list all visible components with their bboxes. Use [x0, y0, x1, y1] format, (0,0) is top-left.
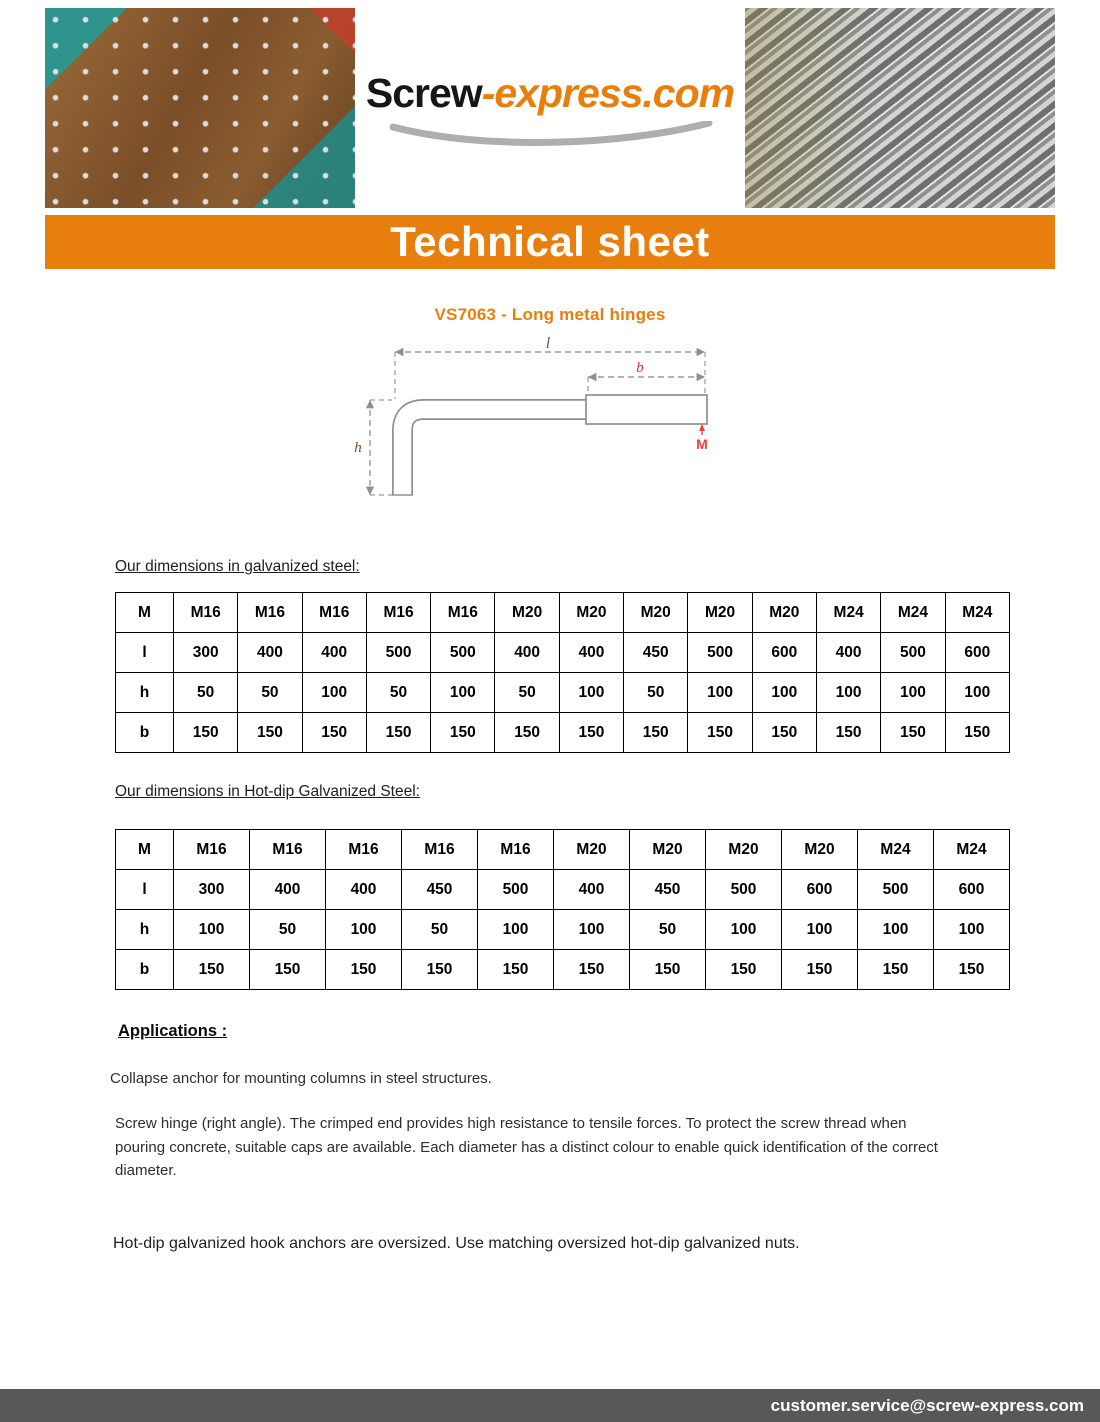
table-cell: 100 — [858, 910, 934, 950]
table-cell: M20 — [688, 593, 752, 633]
table-cell: M20 — [782, 830, 858, 870]
table-cell: 150 — [706, 950, 782, 990]
table-cell: 150 — [945, 713, 1009, 753]
table-row — [116, 633, 1010, 673]
table-cell: 500 — [688, 633, 752, 673]
row-label: b — [116, 950, 174, 990]
table-cell: 400 — [816, 633, 880, 673]
logo-swoosh — [385, 121, 715, 147]
table-cell: 500 — [858, 870, 934, 910]
table-cell: 100 — [688, 673, 752, 713]
table-cell: 600 — [945, 633, 1009, 673]
row-label: M — [116, 593, 174, 633]
technical-drawing — [350, 337, 750, 522]
table-cell: 500 — [706, 870, 782, 910]
galvanized-caption: Our dimensions in galvanized steel: — [115, 558, 360, 575]
application-paragraph-2: Screw hinge (right angle). The crimped end provides high resistance to tensile forces. To protect the screw thread when pouring concrete, suitable caps are available. Each diameter has a distinct colour to enable quick identification of the correct diameter. — [115, 1115, 938, 1179]
table-cell: 100 — [945, 673, 1009, 713]
table-cell: 50 — [250, 910, 326, 950]
product-title: VS7063 - Long metal hinges — [434, 305, 666, 324]
table-cell: 400 — [238, 633, 302, 673]
table-cell: 150 — [559, 713, 623, 753]
table-cell: 100 — [554, 910, 630, 950]
table-cell: 100 — [431, 673, 495, 713]
table-cell: 400 — [302, 633, 366, 673]
threaded-end — [586, 395, 707, 424]
table-cell: M24 — [858, 830, 934, 870]
table-cell: M16 — [366, 593, 430, 633]
table-cell: 500 — [478, 870, 554, 910]
table-cell: M24 — [934, 830, 1010, 870]
table-cell: 150 — [688, 713, 752, 753]
table-cell: 100 — [478, 910, 554, 950]
table-row — [116, 593, 1010, 633]
table-cell: M20 — [706, 830, 782, 870]
table-cell: M16 — [478, 830, 554, 870]
table-cell: 600 — [782, 870, 858, 910]
table-cell: 50 — [238, 673, 302, 713]
table-cell: 150 — [752, 713, 816, 753]
logo — [355, 8, 745, 208]
table-cell: 500 — [881, 633, 945, 673]
screws-photo — [745, 8, 1055, 208]
table-cell: M16 — [402, 830, 478, 870]
table-cell: 450 — [402, 870, 478, 910]
table-cell: 50 — [174, 673, 238, 713]
table-cell: 50 — [630, 910, 706, 950]
table-cell: 150 — [858, 950, 934, 990]
table-cell: M24 — [816, 593, 880, 633]
table-cell: 400 — [559, 633, 623, 673]
row-label: l — [116, 870, 174, 910]
table-cell: 400 — [554, 870, 630, 910]
applications-title: Applications : — [118, 1022, 228, 1040]
table-cell: 100 — [302, 673, 366, 713]
table-row — [116, 950, 1010, 990]
table-cell: 150 — [250, 950, 326, 990]
table-cell: 100 — [559, 673, 623, 713]
table-cell: M24 — [945, 593, 1009, 633]
logo-text-black: Screw — [365, 69, 482, 116]
hotdip-caption: Our dimensions in Hot-dip Galvanized Steel: — [115, 783, 420, 800]
row-label: l — [116, 633, 174, 673]
table-cell: 50 — [366, 673, 430, 713]
table-cell: 50 — [495, 673, 559, 713]
hotdip-dimensions-table — [115, 829, 1010, 990]
table-cell: 400 — [495, 633, 559, 673]
table-cell: 150 — [302, 713, 366, 753]
table-row — [116, 673, 1010, 713]
table-cell: 600 — [934, 870, 1010, 910]
table-cell: 150 — [402, 950, 478, 990]
table-cell: 400 — [250, 870, 326, 910]
table-cell: M16 — [250, 830, 326, 870]
table-cell: 150 — [782, 950, 858, 990]
row-label: h — [116, 910, 174, 950]
table-cell: M20 — [495, 593, 559, 633]
table-cell: 100 — [706, 910, 782, 950]
table-row — [116, 870, 1010, 910]
table-row — [116, 713, 1010, 753]
table-cell: 450 — [624, 633, 688, 673]
row-label: h — [116, 673, 174, 713]
application-paragraph-3: Hot-dip galvanized hook anchors are oversized. Use matching oversized hot-dip galvanized nuts. — [113, 1235, 800, 1252]
table-cell: 150 — [934, 950, 1010, 990]
table-cell: M20 — [624, 593, 688, 633]
footer-email: customer.service@screw-express.com — [0, 1389, 1100, 1422]
table-cell: M20 — [554, 830, 630, 870]
table-cell: 100 — [881, 673, 945, 713]
table-cell: M16 — [302, 593, 366, 633]
table-cell: 150 — [816, 713, 880, 753]
dimension-label-b: b — [636, 360, 644, 376]
table-cell: M16 — [174, 593, 238, 633]
table-cell: 150 — [881, 713, 945, 753]
dimension-label-l: l — [545, 337, 551, 352]
application-paragraph-1: Collapse anchor for mounting columns in steel structures. — [110, 1070, 492, 1087]
logo-text-orange: -express.com — [481, 69, 735, 116]
table-cell: 150 — [326, 950, 402, 990]
table-cell: M20 — [752, 593, 816, 633]
table-cell: 150 — [174, 713, 238, 753]
table-cell: M16 — [431, 593, 495, 633]
table-cell: 300 — [174, 870, 250, 910]
table-cell: 600 — [752, 633, 816, 673]
table-cell: 150 — [431, 713, 495, 753]
table-cell: M20 — [559, 593, 623, 633]
table-cell: 150 — [554, 950, 630, 990]
table-row — [116, 830, 1010, 870]
table-cell: M16 — [326, 830, 402, 870]
table-cell: 400 — [326, 870, 402, 910]
table-cell: 50 — [624, 673, 688, 713]
table-cell: 500 — [366, 633, 430, 673]
table-cell: 150 — [238, 713, 302, 753]
table-cell: 100 — [174, 910, 250, 950]
table-cell: 500 — [431, 633, 495, 673]
dimension-label-M: M — [696, 436, 708, 452]
table-cell: 150 — [366, 713, 430, 753]
table-cell: 150 — [630, 950, 706, 990]
table-cell: 150 — [495, 713, 559, 753]
row-label: b — [116, 713, 174, 753]
table-cell: M24 — [881, 593, 945, 633]
table-cell: M20 — [630, 830, 706, 870]
table-cell: 450 — [630, 870, 706, 910]
table-row — [116, 910, 1010, 950]
table-cell: 300 — [174, 633, 238, 673]
table-cell: 150 — [478, 950, 554, 990]
table-cell: 150 — [624, 713, 688, 753]
dimension-label-h: h — [354, 440, 362, 456]
logo-text — [366, 70, 734, 117]
table-cell: 100 — [816, 673, 880, 713]
header — [45, 8, 1055, 208]
table-cell: 150 — [174, 950, 250, 990]
row-label: M — [116, 830, 174, 870]
workbench-photo — [45, 8, 355, 208]
table-cell: 100 — [326, 910, 402, 950]
hinge-diagram-svg — [350, 337, 750, 517]
table-cell: 50 — [402, 910, 478, 950]
galvanized-dimensions-table — [115, 592, 1010, 753]
table-cell: M16 — [174, 830, 250, 870]
table-cell: M16 — [238, 593, 302, 633]
table-cell: 100 — [782, 910, 858, 950]
table-cell: 100 — [752, 673, 816, 713]
table-cell: 100 — [934, 910, 1010, 950]
banner-title: Technical sheet — [45, 215, 1055, 269]
